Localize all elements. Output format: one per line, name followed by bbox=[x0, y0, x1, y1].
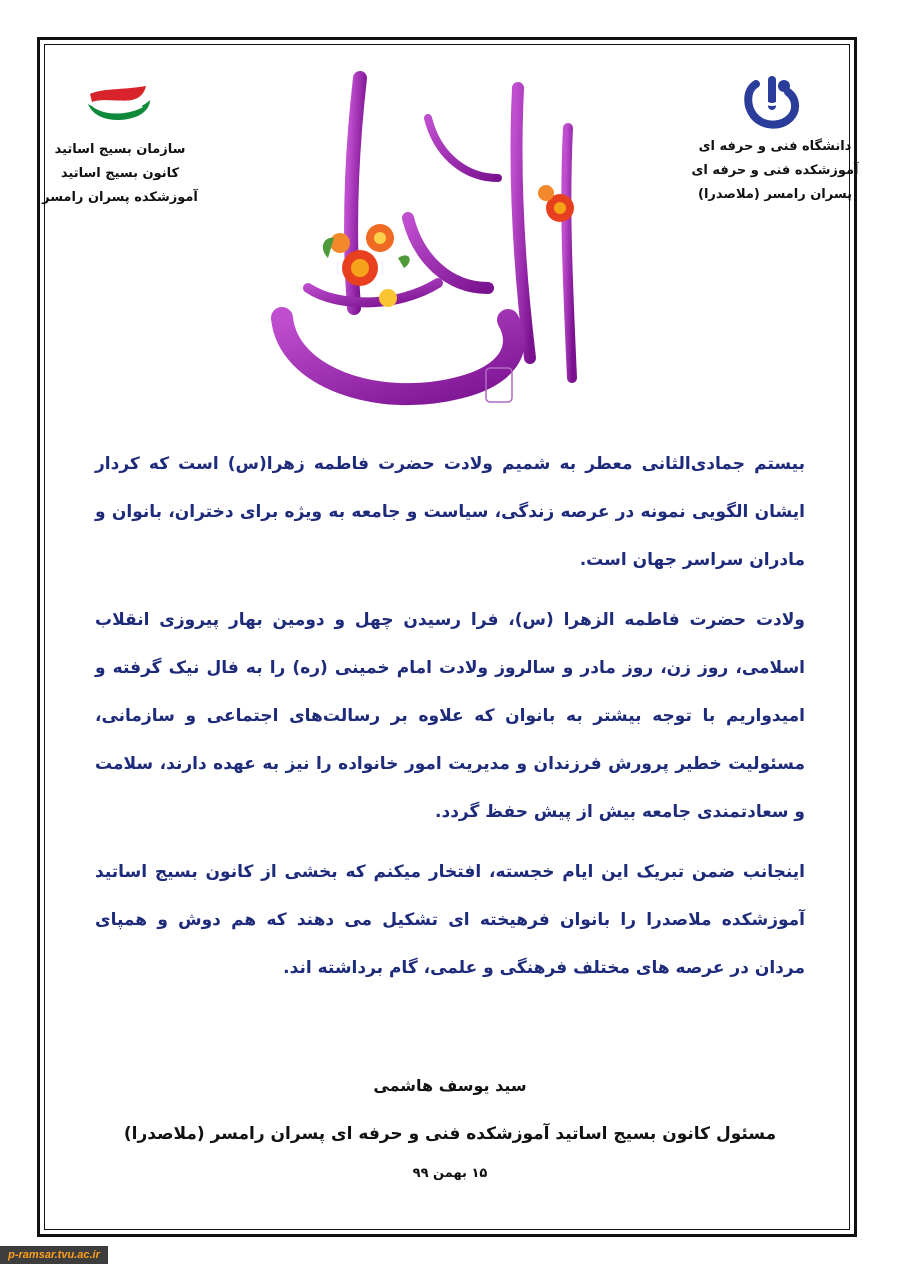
signature-date: ۱۵ بهمن ۹۹ bbox=[412, 1166, 488, 1181]
header-left-line: آموزشکده پسران رامسر bbox=[42, 190, 198, 205]
header-left-line: سازمان بسیج اساتید bbox=[54, 142, 186, 157]
header-right-line: آموزشکده فنی و حرفه ای bbox=[691, 163, 859, 178]
body-paragraph: بیستم جمادی‌الثانی معطر به شمیم ولادت حضرت فاطمه زهرا(س) است که کردار ایشان الگویی نمونه در عرصه زندگی، سیاست و جامعه به ویژه برای دختران، بانوان و مادران سراسر جهان است. bbox=[95, 454, 805, 570]
header-organization-left bbox=[40, 138, 200, 210]
tvu-logo-icon bbox=[742, 76, 802, 134]
header-right-line: پسران رامسر (ملاصدرا) bbox=[698, 187, 852, 202]
header-left-line: کانون بسیج اساتید bbox=[60, 166, 180, 181]
header-institution-right bbox=[690, 135, 860, 207]
body-paragraph: ولادت حضرت فاطمه الزهرا (س)، فرا رسیدن چهل و دومین بهار پیروزی انقلاب اسلامی، روز زن، روز مادر و سالروز ولادت امام خمینی (ره) را به فال نیک گرفته و امیدواریم با توجه بیشتر به بانوان که علاوه بر رسالت‌های اجتماعی و سازمانی، مسئولیت خطیر پرورش فرزندان و مدیریت امور خانواده را نیز به عهده دارند، سلامت و سعادتمندی جامعه بیش از پیش حفظ گردد. bbox=[95, 610, 805, 822]
signature-name: سید یوسف هاشمی bbox=[373, 1076, 527, 1095]
site-url-badge[interactable]: p-ramsar.tvu.ac.ir bbox=[0, 1246, 108, 1264]
al-zahra-calligraphy bbox=[268, 58, 598, 428]
header-right-line: دانشگاه فنی و حرفه ای bbox=[698, 139, 852, 154]
body-paragraph: اینجانب ضمن تبریک این ایام خجسته، افتخار میکنم که بخشی از کانون بسیج اساتید آموزشکده ملاصدرا را بانوان فرهیخته ای تشکیل می دهند که هم دوش و همپای مردان در عرصه های مختلف فرهنگی و علمی، گام برداشته اند. bbox=[95, 862, 805, 978]
letter-body bbox=[95, 440, 805, 1004]
basij-logo-icon bbox=[84, 84, 154, 130]
signature-title: مسئول کانون بسیج اساتید آموزشکده فنی و حرفه ای پسران رامسر (ملاصدرا) bbox=[123, 1124, 777, 1144]
